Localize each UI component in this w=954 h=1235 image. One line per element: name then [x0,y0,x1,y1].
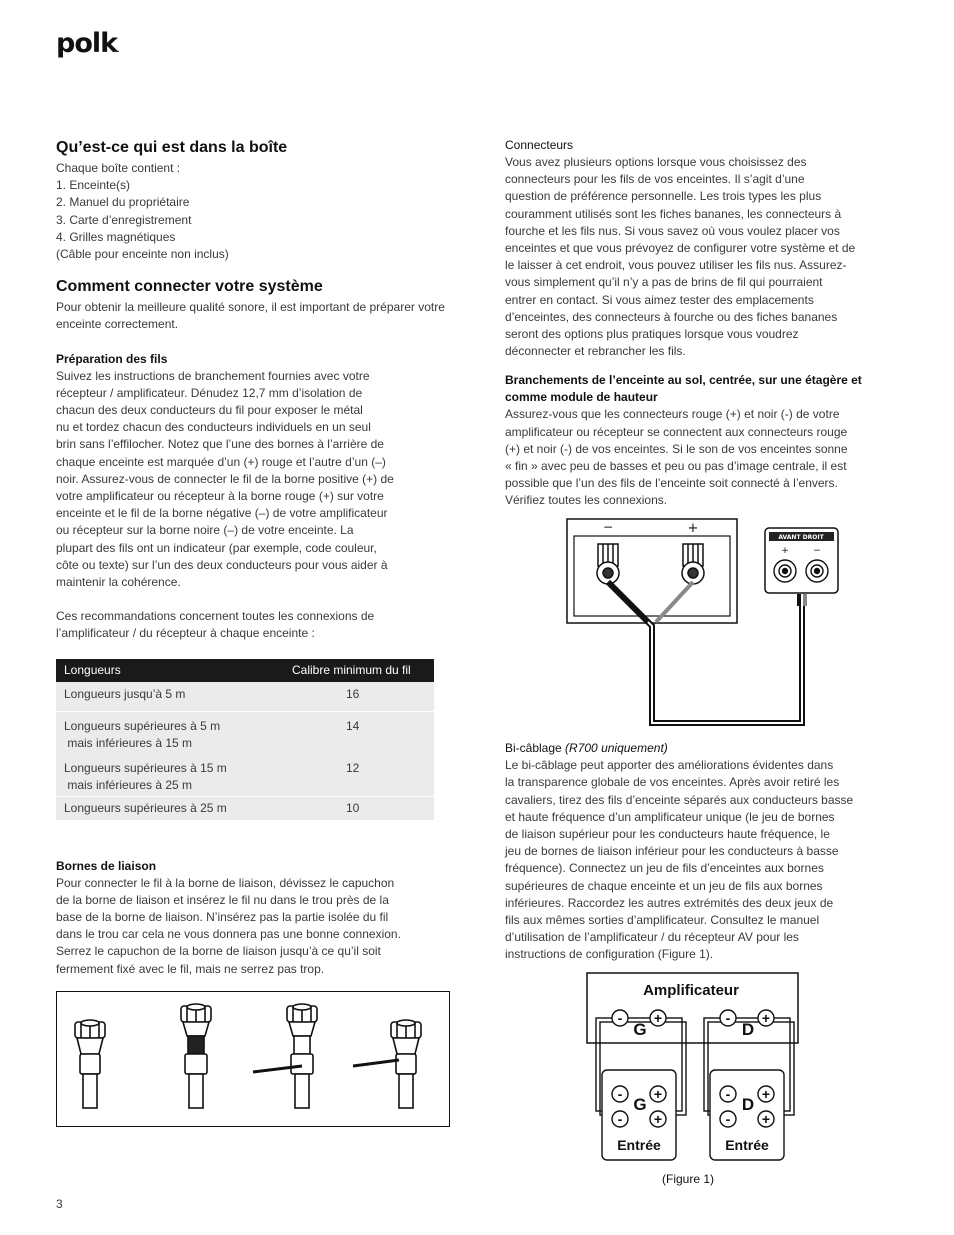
box-title: Qu’est-ce qui est dans la boîte [56,139,288,156]
binding-text [56,875,452,978]
text-line: Vous avez plusieurs options lorsque vous choisissez des [505,155,807,169]
plus-label: + [781,546,789,556]
table-header: Longueurs [56,659,284,682]
svg-text:+: + [761,1010,771,1026]
binding-post-icon [353,1020,421,1108]
text-line: côte ou texte) sur l’un des deux conducteurs pour vous aider à [56,557,388,572]
text-line: inférieures. Raccordez les autres extrémités des deux jeux de [505,895,834,910]
text-line: base de la borne de liaison. N’insérez pas la partie isolée du fil [56,910,389,925]
text-line: nu et tordez chacun des conducteurs individuels en un seul [56,420,371,435]
table-cell: Longueurs supérieures à 25 m [64,800,227,815]
biwire-title: Bi-câblage [505,741,562,755]
text-line: cavaliers, tirez des fils d’enceinte séparés aux conducteurs basse [505,792,854,807]
list-item: 3. Carte d’enregistrement [56,212,192,227]
table-row [56,754,434,797]
svg-text:+: + [653,1086,663,1102]
text-line: déconnecter et rebrancher les fils. [505,344,686,359]
text-line: supérieures de chaque enceinte et un jeu de fils aux bornes [505,878,823,893]
table-cell: Longueurs jusqu’à 5 m [64,686,186,701]
binding-post-illustration [56,991,450,1127]
tag-label: AVANT DROIT [778,534,824,541]
text-line: chaque enceinte est marquée d’un (+) rouge et l’autre d’un (–) [56,454,386,469]
text-line: (+) et noir (-) de vos enceintes. Si le son de vos enceintes sonne [505,441,848,456]
text-line: brin sans l’effilocher. Notez que l’une des bornes à l’arrière de [56,437,384,452]
right-column [505,137,900,510]
input-label: Entrée [725,1137,769,1153]
text-line: enceinte et le fil de la borne négative (–) de votre amplificateur [56,506,388,521]
text-line: plupart des fils ont un indicateur (par exemple, code couleur, [56,540,377,555]
text-line: Le bi-câblage peut apporter des améliorations évidentes dans [505,758,834,773]
right-channel-label: D [741,1020,755,1039]
prep-title: Préparation des fils [56,351,168,366]
svg-text:+: + [761,1111,771,1127]
text-line: l’amplificateur / du récepteur à chaque enceinte : [56,626,315,641]
binding-post-icon [75,1020,105,1108]
box-list [56,177,452,246]
text-line: Suivez les instructions de branchement fournies avec votre [56,368,370,383]
text-line: Assurez-vous que les connecteurs rouge (+) et noir (-) de votre [505,407,840,422]
text-line: récepteur / amplificateur. Dénudez 12,7 mm d’isolation de [56,385,363,400]
table-cell: mais inférieures à 25 m [64,777,193,792]
text-line: Ces recommandations concernent toutes les connexions de [56,609,375,624]
text-line: le laisser à cet endroit, vous pouvez utiliser les fils nus. Assurez- [505,258,847,273]
terminal-icon [682,544,704,584]
connect-intro: Pour obtenir la meilleure qualité sonore, il est important de préparer votre enceinte correctement. [56,300,445,332]
text-line: entrer en contact. Si vous aimez tester des emplacements [505,292,814,307]
table-cell: mais inférieures à 15 m [64,735,193,750]
svg-text:-: - [725,1086,731,1102]
table-cell: Longueurs supérieures à 5 m [64,718,221,733]
terminal-icon [597,544,619,584]
text-line: Vérifiez toutes les connexions. [505,493,668,508]
text-line: amplificateur ou récepteur se connectent aux connecteurs rouge [505,424,848,439]
biwire-section [505,740,900,964]
connect-title: Comment connecter votre système [56,278,323,296]
figure-caption: (Figure 1) [662,1172,715,1186]
right-channel-label: D [741,1095,755,1114]
text-line: fourche et les fils nus. Si vous savez où vous voulez placer vos [505,223,840,238]
table-cell: 16 [346,686,360,701]
text-line: d’utilisation de l’amplificateur / du récepteur AV pour les [505,930,799,945]
text-line: Serrez le capuchon de la borne de liaison jusqu’à ce qu’il soit [56,944,381,959]
table-cell: 10 [346,800,360,815]
svg-text:+: + [653,1111,663,1127]
page-number: 3 [56,1197,63,1211]
text-line: question de préférence personnelle. Les trois types les plus [505,189,822,204]
placement-title: Branchements de l’enceinte au sol, centrée, sur une étagère et [505,373,862,388]
list-item: 2. Manuel du propriétaire [56,195,190,210]
text-line: la transparence globale de vos enceintes. Après avoir retiré les [505,775,840,790]
text-line: noir. Assurez-vous de connecter le fil de la borne positive (+) de [56,471,394,486]
svg-text:-: - [617,1086,623,1102]
amp-label: Amplificateur [643,982,739,999]
table-cell: 14 [346,718,360,733]
table-row [56,711,434,754]
connectors-text [505,154,900,360]
text-line: d’enceintes, des connecteurs à fourche ou des fiches bananes [505,309,838,324]
minus-label: − [602,520,614,534]
text-line: Pour connecter le fil à la borne de liaison, dévissez le capuchon [56,875,395,890]
table-header: Calibre minimum du fil [284,659,434,682]
text-line: votre amplificateur ou récepteur à la borne rouge (+) sur votre [56,489,384,504]
text-line: couramment utilisés sont les fiches bananes, les connecteurs à [505,206,842,221]
binding-title: Bornes de liaison [56,858,157,873]
text-line: dans le trou car cela ne vous donnera pas une bonne connexion. [56,927,401,942]
text-line: chacun des deux conducteurs du fil pour exposer le métal [56,403,363,418]
text-line: connecteurs pour les fils de vos enceintes. Il s’agit d’une [505,172,805,187]
text-line: fils aux mêmes sorties d’amplificateur. Consultez le manuel [505,913,820,928]
binding-post-icon [181,1004,211,1108]
biwire-figure [586,972,802,1173]
text-line: fermement fixé avec le fil, mais ne serrez pas trop. [56,961,325,976]
text-line: instructions de configuration (Figure 1). [505,947,714,962]
table-row [56,682,434,712]
biwire-note: (R700 uniquement) [565,741,668,755]
svg-text:-: - [617,1010,623,1026]
input-label: Entrée [617,1137,661,1153]
text-line: vous simplement qu’il n’y a pas de brins de fil qui pourraient [505,275,823,290]
list-item: 4. Grilles magnétiques [56,229,176,244]
text-line: enceintes et que vous prévoyez de configurer votre système et de [505,241,856,256]
placement-title: comme module de hauteur [505,390,658,405]
placement-text [505,406,900,509]
wire-gauge-table [56,659,434,820]
text-line: possible que l’un des fils de l’enceinte soit connecté à l’envers. [505,476,838,491]
table-cell: 12 [346,760,360,775]
box-intro: Chaque boîte contient : [56,161,181,175]
text-line: fréquence). Connectez un jeu de fils d’enceintes aux bornes [505,861,824,876]
svg-text:-: - [725,1111,731,1127]
prep-text [56,368,452,592]
connectors-title: Connecteurs [505,138,574,152]
box-note: (Câble pour enceinte non inclus) [56,247,229,262]
brand-logo: polk. [56,28,120,59]
svg-text:-: - [725,1010,731,1026]
text-line: et haute fréquence d’un amplificateur unique (le jeu de bornes [505,809,835,824]
svg-text:-: - [617,1111,623,1127]
plus-label: + [687,521,699,536]
left-channel-label: G [633,1095,647,1114]
text-line: maintenir la cohérence. [56,575,181,590]
binding-post-drawing [57,992,449,1126]
text-line: de la borne de liaison et insérez le fil nu dans le trou près de la [56,892,389,907]
svg-text:+: + [653,1010,663,1026]
biwire-heading [505,740,900,757]
text-line: de liaison supérieur pour les conducteurs haute fréquence, le [505,827,830,842]
left-column [56,138,452,978]
table-cell: Longueurs supérieures à 15 m [64,760,227,775]
text-line: jeu de bornes de liaison inférieur pour les conducteurs à basse [505,844,839,859]
text-line: ou récepteur sur la borne noire (–) de votre enceinte. La [56,523,354,538]
minus-label: − [813,546,821,556]
list-item: 1. Enceinte(s) [56,178,131,193]
text-line: « fin » avec peu de basses et peu ou pas d’image centrale, il est [505,459,847,474]
text-line: seront des options plus pratiques lorsque vous voudrez [505,327,799,342]
left-channel-label: G [633,1020,647,1039]
table-row [56,796,434,820]
svg-text:+: + [761,1086,771,1102]
speaker-wiring-diagram [566,518,866,735]
binding-post-icon [253,1004,317,1108]
